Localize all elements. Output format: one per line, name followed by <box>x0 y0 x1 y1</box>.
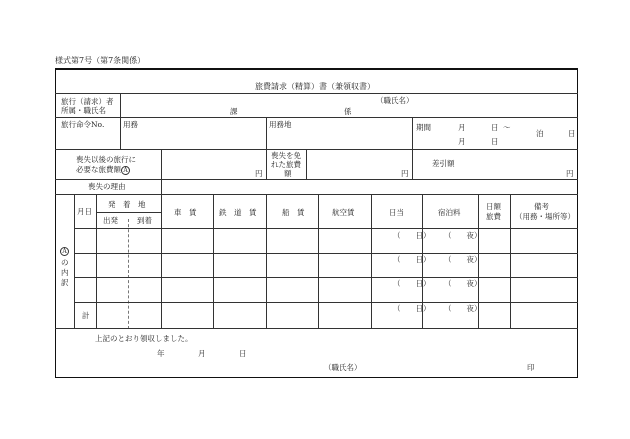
row-line <box>55 194 578 195</box>
col-depart: 出発 <box>103 216 118 225</box>
period-tilde: ～ <box>503 123 511 132</box>
col-line <box>306 149 307 179</box>
col-line <box>161 194 162 329</box>
balance-label: 差引額 <box>432 159 455 168</box>
receipt-year: 年 <box>157 349 165 358</box>
name-label: （職氏名） <box>376 96 414 105</box>
col-daily: 日当 <box>389 208 404 217</box>
col-line <box>120 93 121 118</box>
col-remarks-1: 備考 <box>534 202 549 211</box>
row-line <box>55 93 578 94</box>
total-label: 計 <box>82 311 90 320</box>
col-per-diem-1: 日額 <box>486 202 501 211</box>
side-label-3: 訳 <box>61 278 69 287</box>
col-air: 航空賃 <box>332 208 355 217</box>
col-line <box>266 194 267 329</box>
row-line <box>96 212 161 213</box>
col-remarks-2: （用務・場所等） <box>515 212 575 221</box>
row1-daily: （ 日） <box>393 231 431 240</box>
yen-3: 円 <box>566 169 574 178</box>
frame-left <box>55 68 56 378</box>
period-day-1: 日 <box>491 123 499 132</box>
destination-label: 用務地 <box>269 120 292 129</box>
col-line <box>266 149 267 179</box>
period-label: 期間 <box>416 123 431 132</box>
receipt-name: （職氏名） <box>324 363 362 372</box>
loss-label-2: 必要な旅費額 A <box>76 166 130 175</box>
row3-daily: （ 日） <box>393 279 431 288</box>
receipt-text: 上記のとおり領収しました。 <box>95 334 193 343</box>
row-line <box>74 228 578 229</box>
frame-right <box>577 68 578 378</box>
reason-label: 喪失の理由 <box>88 182 126 191</box>
side-circle-a: A <box>60 247 69 256</box>
circle-a-marker: A <box>121 166 130 175</box>
exempt-label-2: れた旅費 <box>271 160 301 169</box>
row-line <box>74 302 578 303</box>
order-no-label: 旅行命令No. <box>61 120 105 129</box>
loss-label-1: 喪失以後の旅行に <box>76 155 136 164</box>
col-line <box>412 149 413 179</box>
col-arrive: 到着 <box>137 216 152 225</box>
row2-night: （ 夜） <box>444 255 482 264</box>
exempt-label-1: 喪失を免 <box>271 151 301 160</box>
col-line <box>266 117 267 150</box>
row-line <box>55 117 578 118</box>
col-line <box>510 194 511 329</box>
col-line <box>318 194 319 329</box>
frame-top <box>55 68 578 70</box>
col-ship: 船 賃 <box>282 208 305 217</box>
applicant-label-1: 旅行（請求）者 <box>61 97 114 106</box>
col-rail: 鉄 道 賃 <box>219 208 257 217</box>
section-label: 課 <box>230 107 238 116</box>
period-month-1: 月 <box>458 123 466 132</box>
row-line <box>55 149 578 150</box>
applicant-label-2: 所属・職氏名 <box>61 106 106 115</box>
side-label-1: の <box>61 258 69 267</box>
col-per-diem-2: 旅費 <box>486 212 501 221</box>
row-line <box>74 277 578 278</box>
row-line <box>55 179 578 180</box>
period-day-2: 日 <box>491 137 499 146</box>
period-month-2: 月 <box>458 137 466 146</box>
col-line <box>74 194 75 329</box>
row4-night: （ 夜） <box>444 304 482 313</box>
nights-label: 泊 <box>536 129 544 138</box>
row-line <box>74 253 578 254</box>
sub-label: 係 <box>344 107 352 116</box>
seal-label: 印 <box>527 363 535 372</box>
col-line <box>161 149 162 194</box>
col-car: 車 賃 <box>174 208 197 217</box>
col-lodging: 宿泊料 <box>438 208 461 217</box>
yen-2: 円 <box>401 169 409 178</box>
col-line <box>371 194 372 329</box>
col-origin-dest: 発 着 地 <box>108 200 146 209</box>
side-label-2: 内 <box>61 268 69 277</box>
receipt-day: 日 <box>239 349 247 358</box>
col-line <box>412 117 413 150</box>
row1-night: （ 夜） <box>444 231 482 240</box>
purpose-label: 用務 <box>123 120 138 129</box>
form-title: 旅費請求（精算）書（兼領収書） <box>255 82 375 91</box>
row2-daily: （ 日） <box>393 255 431 264</box>
form-number: 様式第7号（第7条関係） <box>55 56 146 65</box>
col-line <box>128 219 129 329</box>
frame-bottom <box>55 377 578 378</box>
col-line <box>96 194 97 329</box>
col-date: 月日 <box>77 207 92 216</box>
row-line <box>55 328 578 329</box>
days-label: 日 <box>568 129 576 138</box>
col-line <box>120 117 121 150</box>
row3-night: （ 夜） <box>444 279 482 288</box>
row4-daily: （ 日） <box>393 304 431 313</box>
col-line <box>213 194 214 329</box>
yen-1: 円 <box>255 169 263 178</box>
receipt-month: 月 <box>198 349 206 358</box>
exempt-label-3: 額 <box>284 169 292 178</box>
